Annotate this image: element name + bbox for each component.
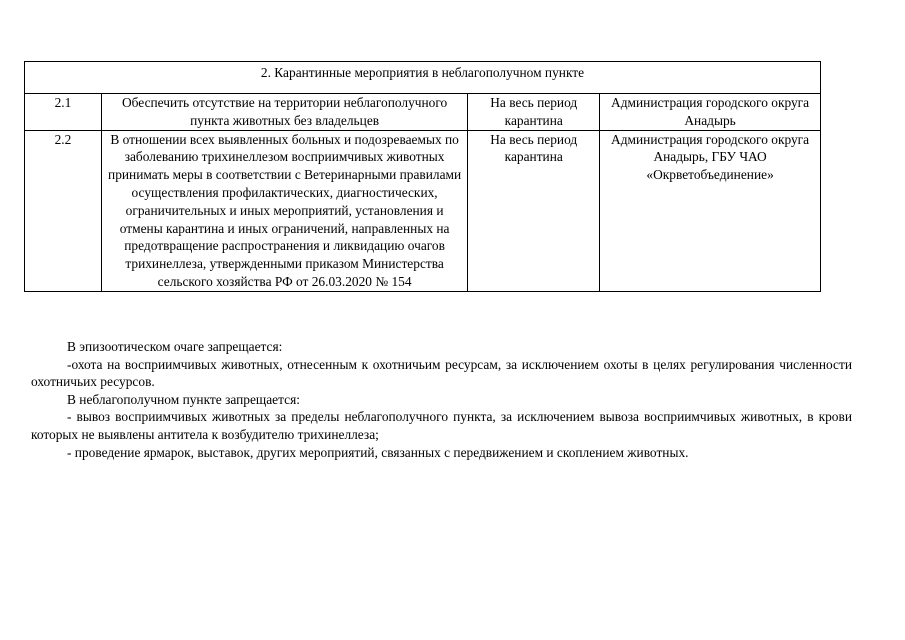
row-action: Обеспечить отсутствие на территории неблагополучного пункта животных без владельцев — [101, 94, 467, 131]
paragraph-fairs-ban: - проведение ярмарок, выставок, других мероприятий, связанных с передвижением и скоплением животных. — [67, 444, 689, 460]
table-row — [25, 130, 821, 291]
paragraph-point-heading: В неблагополучном пункте запрещается: — [67, 391, 300, 407]
paragraph-focus-heading: В эпизоотическом очаге запрещается: — [67, 339, 283, 354]
row-responsible: Администрация городского округа Анадырь — [600, 94, 821, 131]
row-number: 2.1 — [25, 94, 102, 131]
paragraph-export-ban: - вывоз восприимчивых животных за пределы неблагополучного пункта, за исключением вывоза восприимчивых животных, в крови которых не выявлены антитела к возбудителю трихинеллеза; — [31, 409, 852, 442]
row-term: На весь период карантина — [468, 94, 600, 131]
quarantine-measures-table — [24, 61, 821, 292]
table-section-header-row — [25, 62, 821, 94]
table-row — [25, 94, 821, 131]
row-responsible: Администрация городского округа Анадырь, ГБУ ЧАО «Окрветобъединение» — [600, 130, 821, 291]
row-number: 2.2 — [25, 130, 102, 291]
paragraph-hunting-ban: -охота на восприимчивых животных, отнесенным к охотничьим ресурсам, за исключением охоты в целях регулирования численности охотничьих ресурсов. — [31, 356, 852, 390]
section-title: 2. Карантинные мероприятия в неблагополучном пункте — [25, 62, 821, 94]
row-action: В отношении всех выявленных больных и подозреваемых по заболеванию трихинеллезом восприимчивых животных принимать меры в соответствии с Ветеринарными правилами осуществления профилактических, диагностических, ограничительных и иных мероприятий, установления и отмены карантина и иных ограничений, направленных на предотвращение распространения и ликвидацию очагов трихинеллеза, утвержденными приказом Министерства сельского хозяйства РФ от 26.03.2020 № 154 — [101, 130, 467, 291]
prohibitions-text — [31, 338, 852, 461]
row-term: На весь период карантина — [468, 130, 600, 291]
